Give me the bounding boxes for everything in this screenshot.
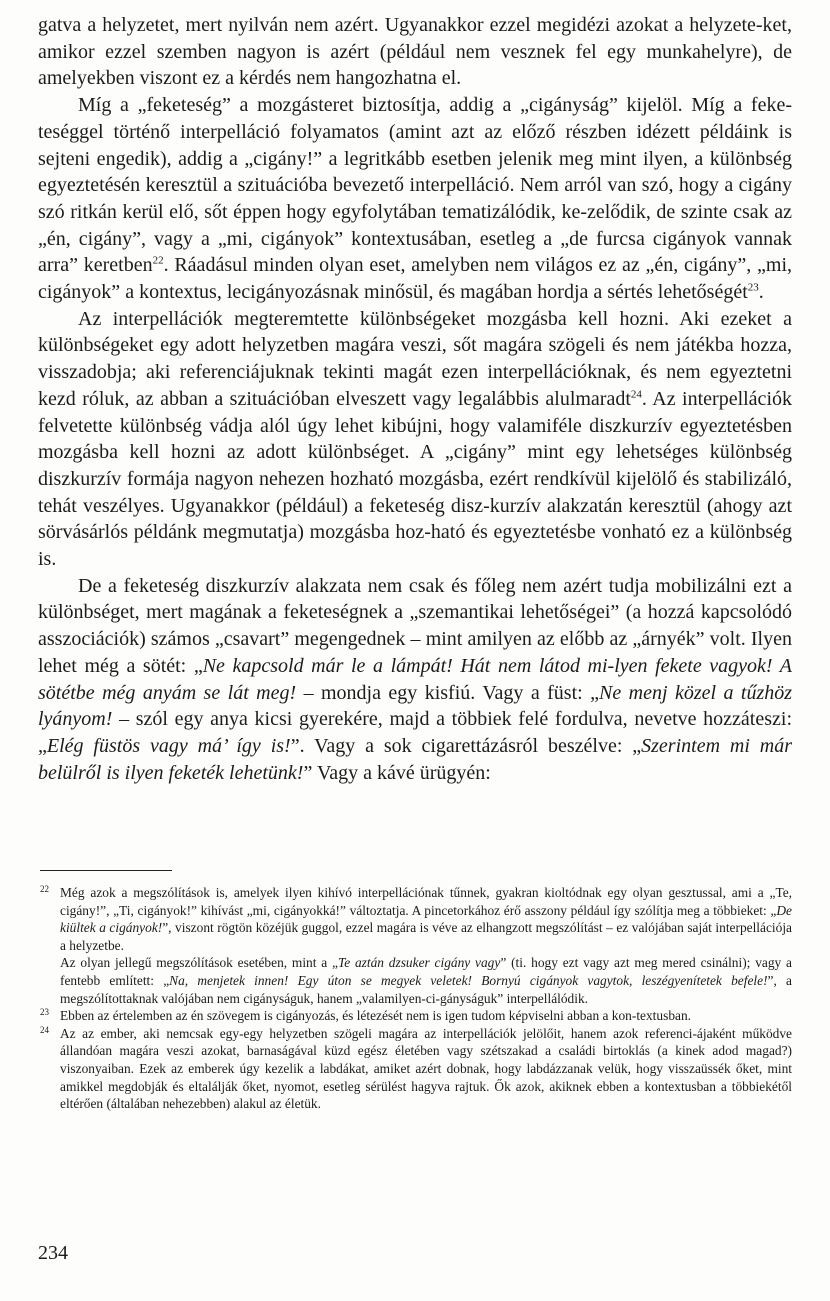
paragraph-2 [38, 92, 792, 306]
quote-lamp: Ne kapcsold már le a lámpát! Hát nem látod mi-lyen fekete vagyok! A sötétbe még anyám se lát meg! [38, 654, 792, 704]
footnote-22-para-2 [60, 954, 792, 1007]
footnote-ref-22[interactable]: 22 [152, 254, 164, 267]
main-text [38, 12, 792, 786]
paragraph-3-text-b: . Az interpellációk felvetette különbség vádja alól úgy lehet kibújni, hogy valamiféle diszkurzív egyeztetésben mozgásba kell hozni az adott különbséget. A „cigány” mint egy lehetséges különbség diszkurzív formája nagyon nehezen hozható mozgásba, ezért rendkívül kijelölő és stabilizáló, tehát veszélyes. Ugyanakkor (például) a feketeség disz-kurzív alakzatán keresztül (ahogy azt sörvásárlós példánk megmutatja) mozgásba hoz-ható és egyeztetésbe vonható ez a különbség is. [38, 387, 792, 571]
paragraph-4-text-c: – szól egy anya kicsi gyerekére, majd a többiek felé fordulva, nevetve hozzáteszi: „ [38, 708, 792, 757]
paragraph-4 [38, 573, 792, 787]
quote-fire: Ne menj közel a tűzhöz lyányom! [38, 681, 793, 731]
footnote-23 [40, 1007, 792, 1025]
footnote-22-para-1 [60, 884, 792, 954]
footnote-quote: De kiültek a cigányok! [60, 902, 792, 936]
quote-smoky: Elég füstös vagy má’ így is! [46, 734, 291, 757]
paragraph-2-text-c: . [758, 281, 764, 304]
footnote-text: Még azok a megszólítások is, amelyek ilyen kihívó interpellációnak tűnnek, gyakran kioltódnak egy olyan gesztussal, ami a „Te, cigány!”, „Ti, cigányok!” kihívást „mi, cigányokká!” változtatja. A pincetorkához érő asszony például így szólítja meg a többieket: „ [60, 885, 792, 918]
paragraph-1 [38, 12, 792, 92]
paragraph-3 [38, 306, 792, 573]
paragraph-4-text-d: ”. Vagy a sok cigarettázásról beszélve: „ [290, 734, 642, 757]
footnote-quote: Na, menjetek innen! Egy úton se megyek veletek! Bornyú cigányok vagytok, leszégyenítetek befele! [169, 972, 768, 988]
paragraph-1-text: gatva a helyzetet, mert nyilván nem azért. Ugyanakkor ezzel megidézi azokat a helyzete-ket, amikor ezzel szemben nagyon is azért (például nem vesznek fel egy munkahelyre), de amelyekben viszont ez a kérdés nem hangozhatna el. [38, 14, 792, 90]
paragraph-2-text-b: . Ráadásul minden olyan eset, amelyben nem világos ez az „én, cigány”, „mi, cigányok” a kontextus, lecigányozásnak minősül, és magában hordja a sértés lehetőségét [38, 254, 792, 304]
footnote-text: Az olyan jellegű megszólítások esetében, mint a „ [60, 955, 338, 971]
footnote-text: ”, viszont rögtön közéjük guggol, ezzel magára is véve az elhangzott megszólítást – ez valójában saját interpellációja a helyzetbe. [60, 920, 792, 953]
footnote-23-text: Ebben az értelemben az én szövegem is cigányozás, és létezését nem is igen tudom képviselni abban a kon-textusban. [60, 1008, 691, 1024]
footnote-separator [40, 870, 172, 871]
footnote-number: 22 [40, 884, 49, 894]
footnote-text: ” (ti. hogy ezt vagy azt meg mered csinálni); vagy a fentebb említett: „ [60, 955, 792, 988]
footnote-24-text: Az az ember, aki nemcsak egy-egy helyzetben szögeli magára az interpellációk jelölőit, hanem azok referenci-ájaként működve állandóan magára veszi azokat, barnaságával küzd egész életében vagy szétszakad a családi birtoklás (a kinek adod magad?) viszonyaiban. Ezek az emberek úgy kezelik a labdákat, amiket azért dobnak, hogy labdázzanak velük, hogy visszaüssék őket, mint amikkel megdobják és eltalálják őket, nyomot, esetleg sérülést hagyva rajtuk. Ők azok, akiknek ebben a kontextusban a többiekétől eltérően (általában nehezebben) alakul az életük. [60, 1025, 792, 1112]
paragraph-4-text-a: De a feketeség diszkurzív alakzata nem csak és főleg nem azért tudja mobilizálni ezt a különbséget, mert magának a feketeségnek a „szemantikai lehetőségei” (a hozzá kapcsolódó asszociációk) számos „csavart” megengednek – mint amilyen az előbb az „árnyék” volt. Ilyen lehet még a sötét: „ [38, 574, 792, 677]
paragraph-3-text-a: Az interpellációk megteremtette különbségeket mozgásba kell hozni. Aki ezeket a különbségeket egy adott helyzetben magára veszi, sőt magára szögeli és nem játékba hozza, visszadobja; aki referenciájuknak tekinti magát ezen interpellációknak, és nem egyeztetni kezd róluk, az abban a szituációban elveszett vagy legalábbis alulmaradt [38, 307, 792, 410]
footnote-number: 23 [40, 1007, 49, 1018]
footnote-24 [40, 1025, 792, 1113]
paragraph-4-text-e: ” Vagy a kávé ürügyén: [303, 761, 491, 784]
footnote-ref-23[interactable]: 23 [747, 281, 759, 294]
footnotes [40, 884, 792, 1113]
paragraph-2-text-a: Míg a „feketeség” a mozgásteret biztosítja, addig a „cigányság” kijelöl. Míg a feke-teséggel történő interpelláció folyamatos (amint azt az előző részben idézett példáink is sejteni engedik), addig a „cigány!” a legritkább esetben jelenik meg mint ilyen, a különbség egyeztetésén keresztül a szituációba bevezető interpelláció. Nem arról van szó, hogy a cigány szó ritkán kerül elő, sőt éppen hogy egyfolytában tematizálódik, ke-zelődik, de szinte csak az „én, cigány”, vagy a „mi, cigányok” kontextusában, esetleg a „de furcsa cigányok vannak arra” keretben [38, 94, 792, 277]
paragraph-4-text-b: – mondja egy kisfiú. Vagy a füst: „ [296, 681, 600, 704]
footnote-ref-24[interactable]: 24 [630, 388, 642, 401]
quote-cigarette: Szerintem mi már belülről is ilyen feketék lehetünk! [38, 734, 793, 784]
footnote-number: 24 [40, 1024, 49, 1035]
footnote-text: ”, a megszólítottaknak valójában nem cigányságuk, hanem „valamilyen-ci-gányságuk” interpellálódik. [60, 972, 792, 1006]
page-number: 234 [38, 1242, 68, 1264]
footnote-22 [40, 884, 792, 1007]
footnote-quote: Te aztán dzsuker cigány vagy [338, 955, 501, 971]
